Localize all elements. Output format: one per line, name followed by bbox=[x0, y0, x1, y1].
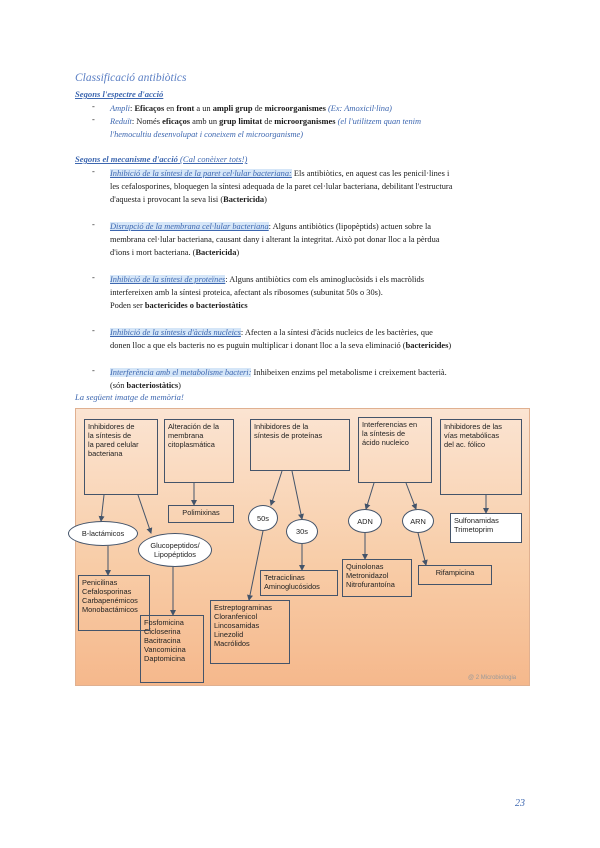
betalactamicos-ellipse: B-lactámicos bbox=[68, 521, 138, 546]
section-spectrum-heading: Segons l'espectre d'acció bbox=[75, 89, 164, 99]
text-part: : Només bbox=[131, 117, 163, 126]
example-text: (Ex: Amoxicil·lina) bbox=[325, 104, 392, 113]
arn-ellipse: ARN bbox=[402, 509, 434, 533]
example-text: l'hemocultiu desenvolupat i coneixem el microorganisme) bbox=[110, 130, 304, 139]
dash-marker: - bbox=[92, 366, 95, 375]
cell-wall-box bbox=[84, 419, 158, 495]
term-protein: Inhibició de la síntesi de proteïnes bbox=[110, 275, 226, 284]
protein-box bbox=[250, 419, 350, 471]
term-ampli: Ampli bbox=[110, 104, 131, 113]
text-part: d'aquesta i provocant la seva lisi ( bbox=[110, 195, 224, 204]
drug-name: Daptomicina bbox=[144, 654, 186, 663]
drug-name: Nitrofurantoína bbox=[346, 580, 395, 589]
drug-name: Vancomicina bbox=[144, 645, 186, 654]
drug-name: Carbapenémicos bbox=[82, 596, 138, 605]
tetraciclinas-drug-list bbox=[260, 570, 338, 596]
text-part: : Afecten a la síntesi d'àcids nucleics de les bactèries, que bbox=[240, 328, 433, 337]
diagram-watermark: @ 2 Microbiologia bbox=[468, 675, 517, 681]
label-line: la síntesis de bbox=[362, 429, 406, 438]
nucleic-box bbox=[358, 417, 432, 483]
text-part: d'ions i mort bacteriana. ( bbox=[110, 248, 196, 257]
drug-name: Penicilinas bbox=[82, 578, 118, 587]
metabolic-box bbox=[440, 419, 522, 495]
drug-name: Estreptograminas bbox=[214, 603, 272, 612]
quinolonas-drug-list bbox=[342, 559, 412, 597]
macrolidos-drug-list bbox=[210, 600, 290, 664]
label-line: Sulfonamidas bbox=[454, 516, 499, 525]
text-part: a un bbox=[194, 104, 213, 113]
drug-name: Monobactámicos bbox=[82, 605, 138, 614]
text-part: ) bbox=[236, 248, 240, 257]
label-line: Alteración de la bbox=[168, 422, 219, 431]
bold-part: bactericides bbox=[405, 341, 449, 350]
bullet-text bbox=[110, 102, 392, 115]
text-part: de bbox=[252, 104, 265, 113]
text-part: : Alguns antibiòtics com els aminoglucòsids i els macròlids bbox=[225, 275, 424, 284]
dash-marker: - bbox=[92, 115, 95, 124]
text-part: Inhibeixen enzims pel metabolisme i creixement bacterià. bbox=[251, 368, 447, 377]
sulfonamidas-box bbox=[450, 513, 522, 543]
text-part: Els antibiòtics, en aquest cas les penicil·lines i bbox=[291, 169, 450, 178]
bullet-text bbox=[110, 220, 440, 259]
label-line: Glucopeptidos/ bbox=[150, 541, 200, 550]
drug-name: Cefalosporinas bbox=[82, 587, 132, 596]
term-membrane: Disrupció de la membrana cel·lular bacteriana bbox=[110, 222, 269, 231]
arrow-cellwall-betalactam bbox=[101, 495, 104, 521]
page-number: 23 bbox=[515, 798, 525, 809]
arrow-arn-rifampicina bbox=[418, 533, 426, 565]
label-line: la pared celular bbox=[88, 440, 139, 449]
text-part: interfereixen amb la síntesi proteica, afectant als ribosomes (subunitat 50s o 30s). bbox=[110, 288, 383, 297]
drug-name: Quinolonas bbox=[346, 562, 384, 571]
text-part: amb un bbox=[190, 117, 220, 126]
bold-part: Bactericida bbox=[223, 195, 265, 204]
antibiotic-mechanism-diagram bbox=[75, 408, 530, 686]
text-part: Poden ser bbox=[110, 301, 145, 310]
ribosome-50s-ellipse: 50s bbox=[248, 505, 278, 531]
drug-name: Lincosamidas bbox=[214, 621, 260, 630]
arrow-protein-30s bbox=[292, 471, 302, 519]
membrane-box bbox=[164, 419, 234, 483]
drug-name: Macrólidos bbox=[214, 639, 250, 648]
bullet-text bbox=[110, 115, 421, 141]
dash-marker: - bbox=[92, 220, 95, 229]
label-line: citoplasmática bbox=[168, 440, 215, 449]
arrow-protein-50s bbox=[271, 471, 282, 505]
label-line: del ac. fólico bbox=[444, 440, 486, 449]
label-line: Inhibidores de la bbox=[254, 422, 309, 431]
text-part: : Alguns antibiòtics (lipopèptids) actuen sobre la bbox=[268, 222, 431, 231]
glucopeptidos-ellipse bbox=[138, 533, 212, 567]
dash-marker: - bbox=[92, 273, 95, 282]
bold-part: front bbox=[176, 104, 195, 113]
label-line: Inhibidores de bbox=[88, 422, 135, 431]
term-nucleic: Inhibició de la síntesis d'àcids nucleics bbox=[110, 328, 241, 337]
label-line: Lipopéptidos bbox=[154, 550, 196, 559]
dash-marker: - bbox=[92, 167, 95, 176]
heading-note: (Cal conèixer tots!) bbox=[177, 154, 248, 164]
fosfomicina-drug-list bbox=[140, 615, 204, 683]
example-text: (el l'utilitzem quan tenim bbox=[335, 117, 422, 126]
arrow-cellwall-glucopeptidos bbox=[138, 495, 151, 533]
bold-part: microorganismes bbox=[274, 117, 336, 126]
text-part: donen lloc a que els bacteris no es puguin multiplicar i donant lloc a la seva eliminació ( bbox=[110, 341, 406, 350]
heading-text: Segons el mecanisme d'acció bbox=[75, 154, 178, 164]
bold-part: bactericides o bacteriostàtics bbox=[144, 301, 248, 310]
term-metabolism: Interferència amb el metabolisme bacteri: bbox=[110, 368, 252, 377]
label-line: vías metabólicas bbox=[444, 431, 500, 440]
term-cell-wall: Inhibició de la síntesi de la paret cel·lular bacteriana: bbox=[110, 169, 292, 178]
bullet-text bbox=[110, 273, 424, 312]
text-part: ) bbox=[264, 195, 267, 204]
adn-ellipse: ADN bbox=[348, 509, 382, 533]
text-part: (són bbox=[110, 381, 127, 390]
arrow-nucleic-arn bbox=[406, 483, 416, 509]
drug-name: Cloranfenicol bbox=[214, 612, 258, 621]
bullet-text bbox=[110, 366, 447, 392]
text-part: ) bbox=[178, 381, 181, 390]
label-line: ácido nucleico bbox=[362, 438, 409, 447]
label-line: Inhibidores de las bbox=[444, 422, 502, 431]
bullet-text bbox=[110, 326, 451, 352]
text-part: de bbox=[262, 117, 275, 126]
section-mechanism-heading bbox=[75, 154, 247, 164]
label-line: Trimetoprim bbox=[454, 525, 494, 534]
memory-caption: La següent imatge de memòria! bbox=[75, 392, 184, 402]
drug-name: Metronidazol bbox=[346, 571, 389, 580]
term-reduit: Reduït bbox=[110, 117, 132, 126]
bold-part: eficaços bbox=[162, 117, 191, 126]
bold-part: ampli grup bbox=[212, 104, 253, 113]
drug-name: Tetraciclinas bbox=[264, 573, 305, 582]
bullet-text bbox=[110, 167, 452, 206]
label-line: síntesis de proteínas bbox=[254, 431, 323, 440]
document-title: Classificació antibiòtics bbox=[75, 72, 187, 84]
drug-name: Fosfomicina bbox=[144, 618, 184, 627]
bold-part: microorganismes bbox=[264, 104, 326, 113]
text-part: les cefalosporines, bloquegen la síntesi adequada de la paret cel·lular bacteriana, debilitant l'estructura bbox=[110, 182, 453, 191]
drug-name: Bacitracina bbox=[144, 636, 181, 645]
ribosome-30s-ellipse: 30s bbox=[286, 519, 318, 544]
label-line: la síntesis de bbox=[88, 431, 132, 440]
drug-name: Aminoglucósidos bbox=[264, 582, 320, 591]
bold-part: Eficaços bbox=[134, 104, 165, 113]
dash-marker: - bbox=[92, 102, 95, 111]
bold-part: Bactericida bbox=[195, 248, 237, 257]
text-part: : bbox=[130, 104, 135, 113]
drug-name: Cicloserina bbox=[144, 627, 181, 636]
drug-name: Linezolid bbox=[214, 630, 244, 639]
text-part: membrana cel·lular bacteriana, causant dany i alterant la integritat. Això pot donar lloc a la pèrdua bbox=[110, 235, 440, 244]
bold-part: bacteriostàtics bbox=[126, 381, 179, 390]
label-line: Interferencias en bbox=[362, 420, 418, 429]
text-part: ) bbox=[448, 341, 452, 350]
dash-marker: - bbox=[92, 326, 95, 335]
label-line: bacteriana bbox=[88, 449, 123, 458]
polimixinas-box: Polimixinas bbox=[168, 505, 234, 523]
arrow-nucleic-adn bbox=[366, 483, 374, 509]
rifampicina-box: Rifampicina bbox=[418, 565, 492, 585]
bold-part: grup limitat bbox=[219, 117, 263, 126]
label-line: membrana bbox=[168, 431, 204, 440]
text-part: en bbox=[164, 104, 177, 113]
